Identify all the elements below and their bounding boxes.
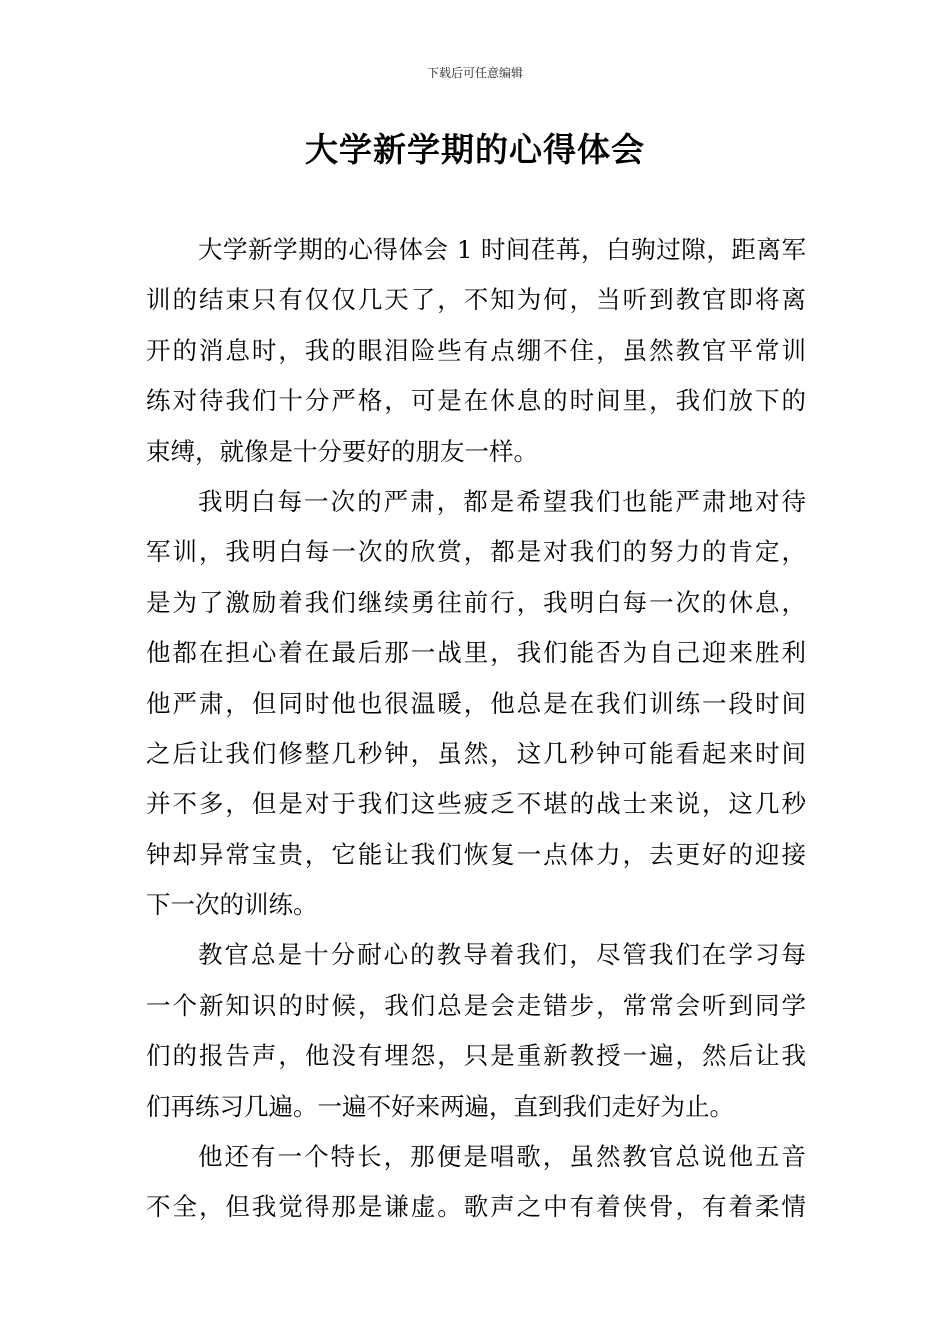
paragraph [146,477,806,931]
text-line: 训的结束只有仅仅几天了，不知为何，当听到教官即将离 [146,285,806,315]
text-line: 大学新学期的心得体会 1 时间荏苒，白驹过隙，距离军 [198,235,806,264]
text-line: 军训，我明白每一次的欣赏，都是对我们的努力的肯定， [146,537,806,567]
text-line: 开的消息时，我的眼泪险些有点绷不住，虽然教官平常训 [146,335,806,365]
text-line: 不全，但我觉得那是谦虚。歌声之中有着侠骨，有着柔情 [146,1192,806,1222]
text-line: 教官总是十分耐心的教导着我们，尽管我们在学习每 [198,940,806,970]
text-line: 一个新知识的时候，我们总是会走错步，常常会听到同学 [146,990,806,1020]
text-line: 他严肃，但同时他也很温暖，他总是在我们训练一段时间 [146,688,806,718]
text-line: 之后让我们修整几秒钟，虽然，这几秒钟可能看起来时间 [146,738,806,768]
text-line: 们再练习几遍。一遍不好来两遍，直到我们走好为止。 [146,1091,734,1121]
document-body [146,225,806,1233]
header-note: 下载后可任意编辑 [426,66,523,80]
text-line: 们的报告声，他没有埋怨，只是重新教授一遍，然后让我 [146,1041,806,1071]
text-line: 下一次的训练。 [146,890,318,920]
text-line: 并不多，但是对于我们这些疲乏不堪的战士来说，这几秒 [146,789,806,819]
text-line: 是为了激励着我们继续勇往前行，我明白每一次的休息， [146,587,806,617]
paragraph [146,225,806,477]
text-line: 束缚，就像是十分要好的朋友一样。 [146,436,538,466]
text-line: 他还有一个特长，那便是唱歌，虽然教官总说他五音 [198,1142,806,1172]
paragraph [146,1132,806,1233]
document-title: 大学新学期的心得体会 [305,130,645,169]
text-line: 练对待我们十分严格，可是在休息的时间里，我们放下的 [146,386,806,416]
text-line: 我明白每一次的严肃，都是希望我们也能严肃地对待 [198,486,806,516]
text-line: 他都在担心着在最后那一战里，我们能否为自己迎来胜利 [146,638,806,668]
text-line: 钟却异常宝贵，它能让我们恢复一点体力，去更好的迎接 [146,839,806,869]
paragraph [146,930,806,1132]
